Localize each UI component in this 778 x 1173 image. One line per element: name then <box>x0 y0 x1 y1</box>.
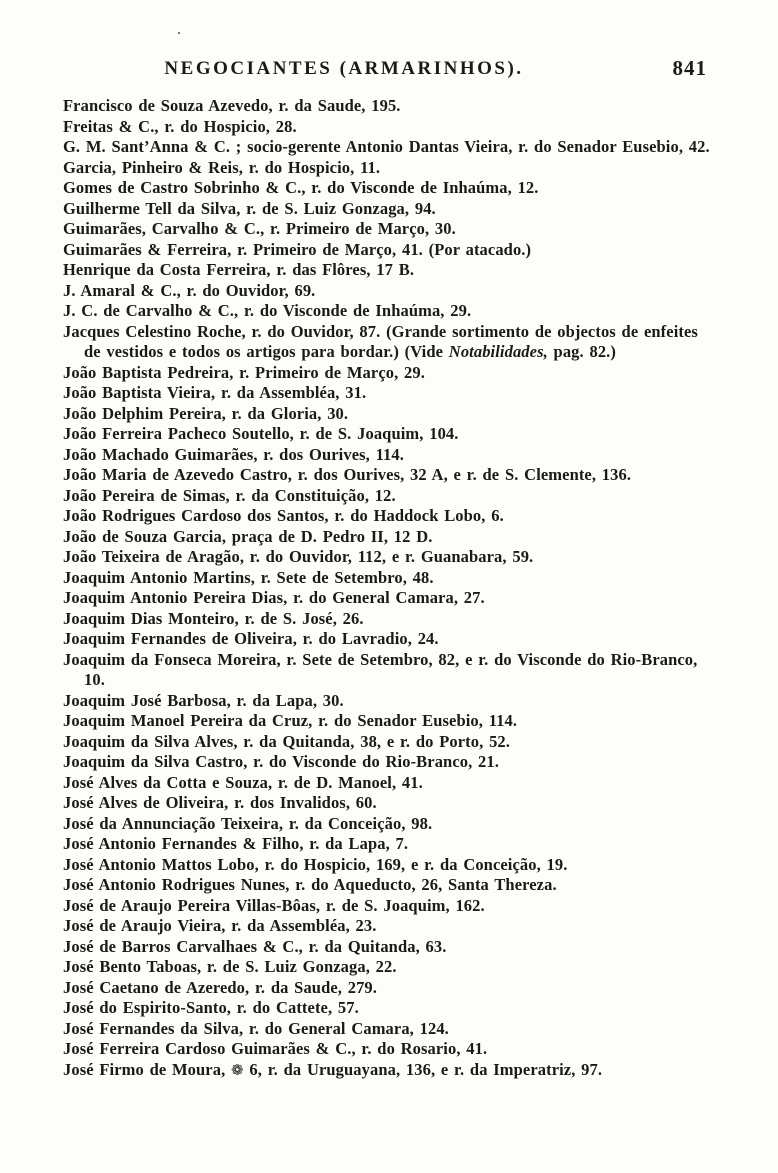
entry-text-italic: Notabilidades, <box>448 342 548 361</box>
directory-entry <box>63 96 718 117</box>
entry-text: José Ferreira Cardoso Guimarães & C., r. do Rosario, 41. <box>63 1039 488 1058</box>
entry-text: Francisco de Souza Azevedo, r. da Saude, 195. <box>63 96 401 115</box>
entry-text: José Alves da Cotta e Souza, r. de D. Manoel, 41. <box>63 772 423 792</box>
directory-entry <box>63 383 718 404</box>
directory-entry <box>63 978 718 999</box>
directory-entry <box>63 629 718 650</box>
entry-text: José do Espirito-Santo, r. do Cattete, 57. <box>63 998 359 1017</box>
directory-entry <box>63 486 718 507</box>
directory-entry <box>63 1060 718 1081</box>
directory-entry <box>63 568 718 589</box>
directory-entry <box>63 691 718 712</box>
directory-entry <box>63 814 718 835</box>
directory-entry <box>63 158 718 179</box>
entry-text: Guimarães & Ferreira, r. Primeiro de Março, 41. (Por atacado.) <box>63 239 532 259</box>
entry-text: J. Amaral & C., r. do Ouvidor, 69. <box>63 280 316 300</box>
entry-text: José Antonio Rodrigues Nunes, r. do Aqueducto, 26, Santa Thereza. <box>63 875 557 894</box>
entry-text: Joaquim José Barbosa, r. da Lapa, 30. <box>63 690 344 710</box>
entry-text: José Antonio Fernandes & Filho, r. da Lapa, 7. <box>63 834 409 853</box>
directory-entry <box>63 916 718 937</box>
directory-entry <box>63 855 718 876</box>
entry-text: Joaquim Manoel Pereira da Cruz, r. do Senador Eusebio, 114. <box>63 711 518 730</box>
entry-text: Joaquim Antonio Pereira Dias, r. do General Camara, 27. <box>63 588 485 607</box>
entry-text: José de Barros Carvalhaes & C., r. da Quitanda, 63. <box>63 936 447 956</box>
entry-text: Joaquim da Fonseca Moreira, r. Sete de Setembro, 82, e r. do Visconde do Rio-Branco, 10. <box>63 649 698 689</box>
entry-text: José da Annunciação Teixeira, r. da Conceição, 98. <box>63 813 433 833</box>
entry-text: Garcia, Pinheiro & Reis, r. do Hospicio, 11. <box>63 157 381 177</box>
directory-entry <box>63 424 718 445</box>
directory-entry <box>63 998 718 1019</box>
directory-entry <box>63 1019 718 1040</box>
directory-entry <box>63 834 718 855</box>
entry-text: João de Souza Garcia, praça de D. Pedro II, 12 D. <box>63 526 433 546</box>
entry-text: Henrique da Costa Ferreira, r. das Flôres, 17 B. <box>63 260 415 279</box>
entry-text: José de Araujo Vieira, r. da Assembléa, 23. <box>63 916 377 935</box>
entry-text: José Alves de Oliveira, r. dos Invalidos, 60. <box>63 793 377 812</box>
directory-entry <box>63 957 718 978</box>
directory-entry <box>63 199 718 220</box>
entry-text: José Caetano de Azeredo, r. da Saude, 279. <box>63 977 377 997</box>
entry-text: Guimarães, Carvalho & C., r. Primeiro de Março, 30. <box>63 219 456 238</box>
scan-speck <box>178 32 180 34</box>
entry-text: José Fernandes da Silva, r. do General Camara, 124. <box>63 1018 449 1038</box>
directory-entry <box>63 465 718 486</box>
entry-text: Joaquim da Silva Alves, r. da Quitanda, 38, e r. do Porto, 52. <box>63 731 510 751</box>
directory-entry <box>63 322 718 363</box>
directory-entry <box>63 732 718 753</box>
directory-entry <box>63 588 718 609</box>
directory-entry <box>63 178 718 199</box>
directory-entry <box>63 137 718 158</box>
entry-text: Joaquim Dias Monteiro, r. de S. José, 26. <box>63 608 364 628</box>
entry-text: Joaquim Fernandes de Oliveira, r. do Lavradio, 24. <box>63 629 439 648</box>
directory-entry <box>63 609 718 630</box>
entry-text: João Rodrigues Cardoso dos Santos, r. do Haddock Lobo, 6. <box>63 506 504 525</box>
directory-entry <box>63 711 718 732</box>
directory-entry <box>63 527 718 548</box>
entry-text: Joaquim Antonio Martins, r. Sete de Setembro, 48. <box>63 567 434 587</box>
entry-text: Freitas & C., r. do Hospicio, 28. <box>63 116 297 136</box>
directory-entry <box>63 547 718 568</box>
directory-entry <box>63 896 718 917</box>
entry-text: João Pereira de Simas, r. da Constituição, 12. <box>63 485 396 505</box>
entry-text: João Ferreira Pacheco Soutello, r. de S. Joaquim, 104. <box>63 424 459 443</box>
directory-entry <box>63 752 718 773</box>
directory-entry <box>63 506 718 527</box>
entry-text: Joaquim da Silva Castro, r. do Visconde do Rio-Branco, 21. <box>63 752 499 771</box>
directory-entry <box>63 260 718 281</box>
directory-entry <box>63 793 718 814</box>
directory-entry <box>63 1039 718 1060</box>
entry-text: João Baptista Vieira, r. da Assembléa, 31. <box>63 383 367 402</box>
directory-entry <box>63 363 718 384</box>
entry-text: G. M. Sant’Anna & C. ; socio-gerente Antonio Dantas Vieira, r. do Senador Eusebio, 42. <box>63 137 710 156</box>
entry-text: José de Araujo Pereira Villas-Bôas, r. de S. Joaquim, 162. <box>63 895 485 915</box>
directory-entry <box>63 117 718 138</box>
entry-text: Jacques Celestino Roche, r. do Ouvidor, 87. (Grande sortimento de objectos de enfeites de vestidos e todos os artigos para bordar.) (Vide <box>63 321 698 361</box>
entry-text: J. C. de Carvalho & C., r. do Visconde de Inhaúma, 29. <box>63 301 472 320</box>
rosette-ornament-icon: ❁ <box>231 1060 244 1079</box>
directory-entry <box>63 650 718 691</box>
directory-entry <box>63 937 718 958</box>
directory-entry <box>63 445 718 466</box>
directory-entry <box>63 404 718 425</box>
directory-entry-list <box>63 96 718 1080</box>
running-title: NEGOCIANTES (ARMARINHOS). <box>164 58 524 79</box>
entry-text: Guilherme Tell da Silva, r. de S. Luiz Gonzaga, 94. <box>63 198 436 218</box>
directory-entry <box>63 240 718 261</box>
entry-text: 6, r. da Uruguayana, 136, e r. da Imperatriz, 97. <box>243 1059 603 1079</box>
entry-text: João Delphim Pereira, r. da Gloria, 30. <box>63 403 349 423</box>
entry-text: João Baptista Pedreira, r. Primeiro de Março, 29. <box>63 362 425 382</box>
entry-text: José Bento Taboas, r. de S. Luiz Gonzaga, 22. <box>63 957 397 976</box>
directory-entry <box>63 773 718 794</box>
entry-text: João Teixeira de Aragão, r. do Ouvidor, 112, e r. Guanabara, 59. <box>63 547 534 566</box>
entry-text: pag. 82.) <box>547 342 616 361</box>
page-header <box>63 58 715 88</box>
entry-text: João Maria de Azevedo Castro, r. dos Ourives, 32 A, e r. de S. Clemente, 136. <box>63 465 632 484</box>
page-number: 841 <box>672 56 707 80</box>
entry-text: José Antonio Mattos Lobo, r. do Hospicio, 169, e r. da Conceição, 19. <box>63 854 568 874</box>
entry-text: João Machado Guimarães, r. dos Ourives, 114. <box>63 444 404 464</box>
entry-text: Gomes de Castro Sobrinho & C., r. do Visconde de Inhaúma, 12. <box>63 178 539 197</box>
entry-text: José Firmo de Moura, <box>63 1059 232 1079</box>
directory-entry <box>63 219 718 240</box>
directory-entry <box>63 875 718 896</box>
directory-entry <box>63 281 718 302</box>
directory-entry <box>63 301 718 322</box>
